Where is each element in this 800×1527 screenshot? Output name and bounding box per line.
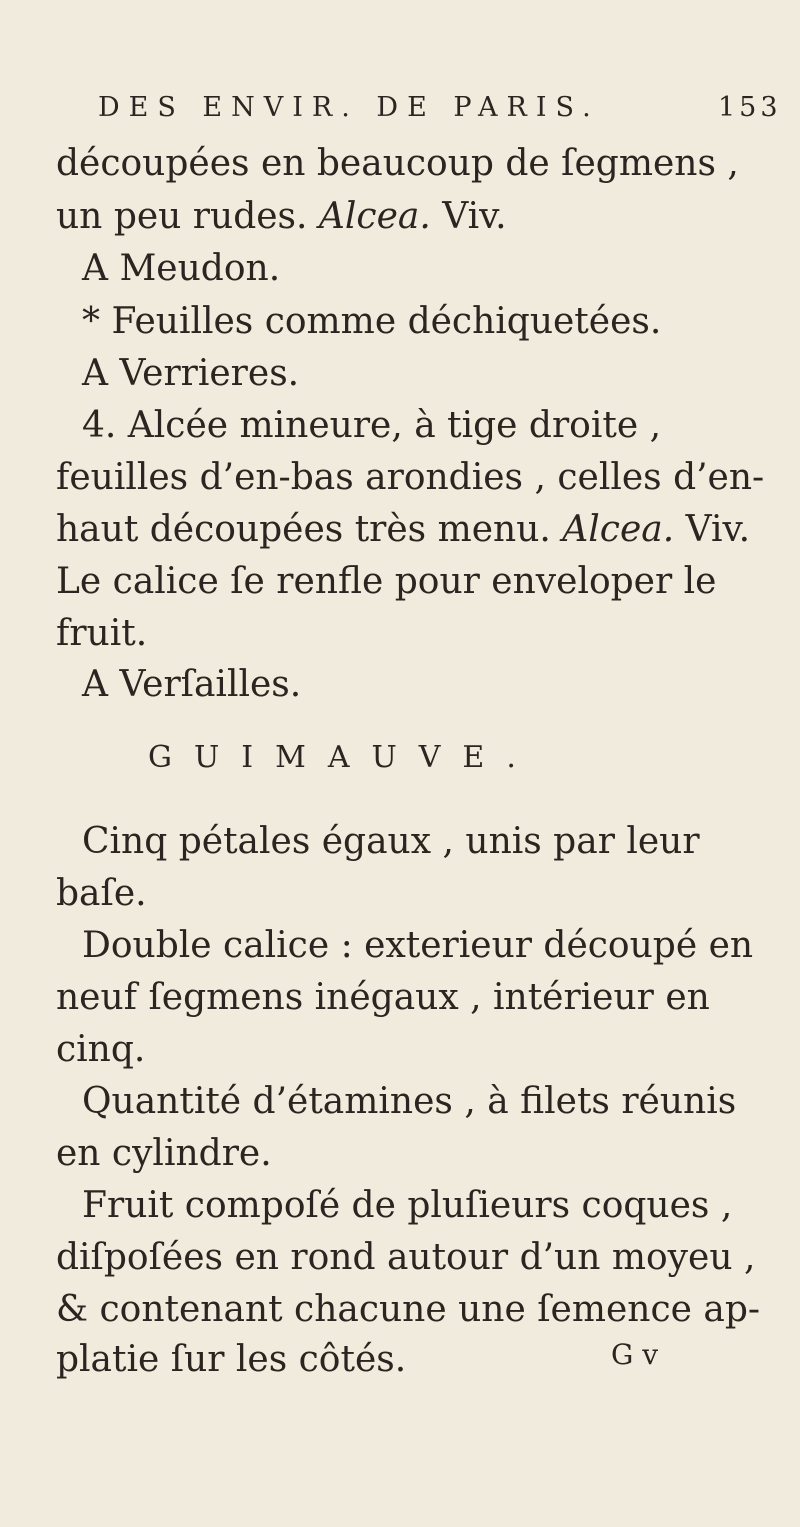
text-line: Quantité d’étamines , à filets réunis: [82, 1081, 737, 1122]
text-line: Double calice : exterieur découpé en: [82, 925, 754, 966]
text-line: découpées en beaucoup de ſegmens ,: [56, 143, 739, 184]
page-number: 153: [718, 92, 782, 123]
text-line: 4. Alcée mineure, à tige droite ,: [82, 405, 662, 446]
latin-name: Alcea.: [318, 196, 443, 237]
text-line: cinq.: [56, 1029, 146, 1070]
text-line: Fruit compoſé de pluſieurs coques ,: [82, 1185, 733, 1226]
text-line: & contenant chacune une ſemence ap-: [56, 1289, 761, 1330]
text-line: baſe.: [56, 873, 147, 914]
text-line: un peu rudes. Alcea. Viv.: [56, 196, 507, 237]
text-line: feuilles d’en-bas arondies , celles d’en-: [56, 457, 765, 498]
text-line: en cylindre.: [56, 1133, 272, 1174]
running-head: DES ENVIR. DE PARIS.: [98, 92, 600, 123]
text-line: diſpoſées en rond autour d’un moyeu ,: [56, 1237, 756, 1278]
text-line: neuf ſegmens inégaux , intérieur en: [56, 977, 710, 1018]
text-line: haut découpées très menu. Alcea. Viv.: [56, 509, 751, 550]
latin-name: Alcea.: [562, 509, 686, 550]
text-line: A Meudon.: [82, 248, 281, 289]
catchword: G v: [611, 1338, 659, 1371]
text-line: A Verſailles.: [82, 664, 302, 705]
text-line: Le calice ſe renfle pour enveloper le: [56, 561, 717, 602]
text-line: Cinq pétales égaux , unis par leur: [82, 821, 700, 862]
page-header: [98, 92, 782, 136]
section-heading: GUIMAUVE.: [148, 740, 538, 775]
text-line: platie ſur les côtés.: [56, 1339, 407, 1380]
text-line: A Verrieres.: [82, 353, 300, 394]
text-line: * Feuilles comme déchiquetées.: [82, 301, 662, 342]
text-line: fruit.: [56, 613, 148, 654]
